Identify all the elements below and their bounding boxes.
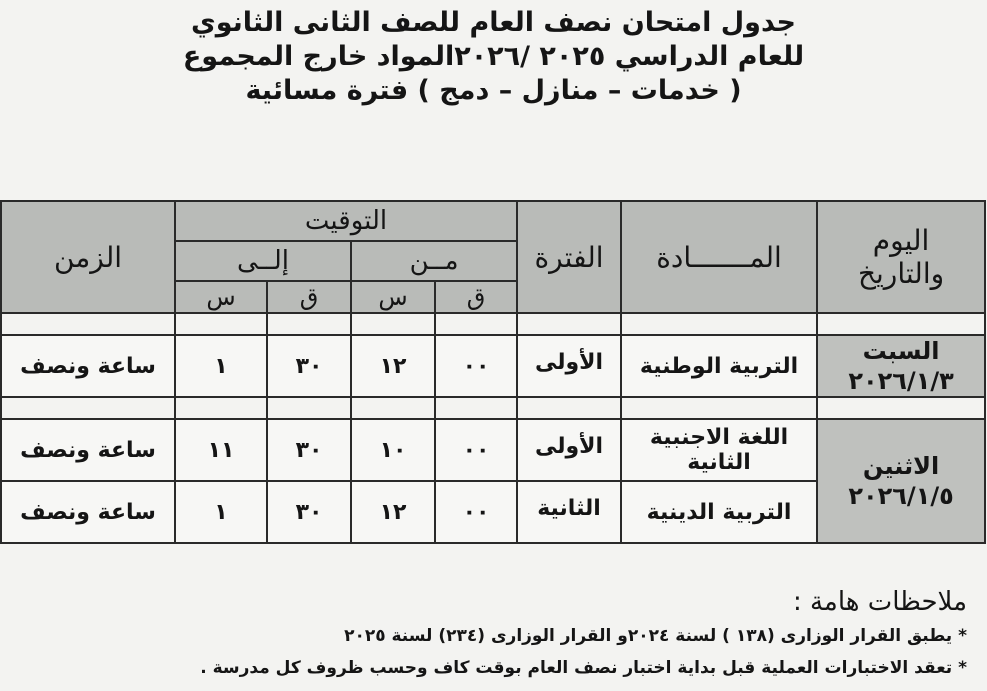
from-hour-cell: ١٠ <box>351 419 435 481</box>
day-date-cell <box>817 419 985 543</box>
notes-heading: ملاحظات هامة : <box>792 587 967 617</box>
subject-cell: التربية الوطنية <box>621 335 817 397</box>
notes-section <box>17 584 967 684</box>
period-cell: الأولى <box>517 419 621 481</box>
duration-cell: ساعة ونصف <box>1 481 175 543</box>
exam-date: ٢٠٢٦/١/٥ <box>848 482 954 510</box>
to-hour-cell: ١١ <box>175 419 267 481</box>
header-from: مــن <box>351 241 517 281</box>
to-minute-cell: ٣٠ <box>267 419 351 481</box>
spacer-row <box>1 397 985 419</box>
header-day: اليوم <box>872 224 930 257</box>
note-item: * يطبق القرار الوزارى (١٣٨ ) لسنة ٢٠٢٤و القرار الوزارى (٢٣٤) لسنة ٢٠٢٥ <box>344 626 967 646</box>
header-timing: التوقيت <box>175 201 517 241</box>
duration-cell: ساعة ونصف <box>1 335 175 397</box>
document-title <box>0 6 987 108</box>
header-day-date <box>817 201 985 313</box>
to-hour-cell: ١ <box>175 481 267 543</box>
to-minute-cell: ٣٠ <box>267 481 351 543</box>
header-row-1 <box>1 201 985 241</box>
table-row <box>1 419 985 481</box>
subject-cell: التربية الدينية <box>621 481 817 543</box>
header-to: إلــى <box>175 241 351 281</box>
exam-date: ٢٠٢٦/١/٣ <box>848 367 954 395</box>
subject-cell: اللغة الاجنبية الثانية <box>621 419 817 481</box>
from-minute-cell: ٠٠ <box>435 481 517 543</box>
from-hour-cell: ١٢ <box>351 481 435 543</box>
header-to-hour: س <box>175 281 267 313</box>
header-period: الفترة <box>517 201 621 313</box>
from-hour-cell: ١٢ <box>351 335 435 397</box>
day-date-cell <box>817 335 985 397</box>
from-minute-cell: ٠٠ <box>435 335 517 397</box>
header-from-hour: س <box>351 281 435 313</box>
header-subject: المـــــــادة <box>621 201 817 313</box>
header-duration: الزمن <box>1 201 175 313</box>
day-name: الاثنين <box>862 452 940 480</box>
header-from-minute: ق <box>435 281 517 313</box>
header-date: والتاريخ <box>857 257 945 290</box>
duration-cell: ساعة ونصف <box>1 419 175 481</box>
period-cell: الثانية <box>517 481 621 543</box>
table-row <box>1 335 985 397</box>
to-minute-cell: ٣٠ <box>267 335 351 397</box>
note-item: * تعقد الاختبارات العملية قبل بداية اختبار نصف العام بوقت كاف وحسب ظروف كل مدرسة . <box>200 658 967 678</box>
day-name: السبت <box>862 337 940 365</box>
spacer-row <box>1 313 985 335</box>
period-cell: الأولى <box>517 335 621 397</box>
header-to-minute: ق <box>267 281 351 313</box>
title-line-3: ( خدمات – منازل – دمج ) فترة مسائية <box>245 75 742 106</box>
to-hour-cell: ١ <box>175 335 267 397</box>
title-line-2: للعام الدراسي ٢٠٢٥ /٢٠٢٦المواد خارج المجموع <box>182 41 805 72</box>
from-minute-cell: ٠٠ <box>435 419 517 481</box>
exam-schedule-table <box>0 200 986 544</box>
title-line-1: جدول امتحان نصف العام للصف الثانى الثانوي <box>190 7 797 38</box>
